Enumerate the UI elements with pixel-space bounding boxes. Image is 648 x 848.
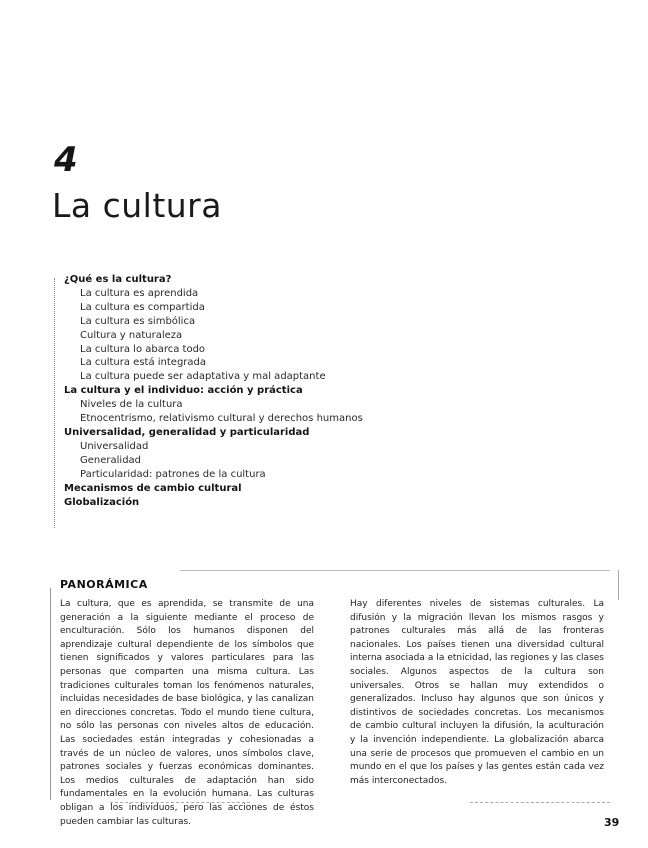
outline-subsection: Cultura y naturaleza <box>80 329 183 341</box>
overview-left-column: La cultura, que es aprendida, se transmite de una generación a la siguiente mediante el proceso de enculturación. Sólo los humanos disponen del aprendizaje cultural dependiente de los símbolos que tienen significados y valores particulares para las personas que comparten una misma cultura. Las tradiciones culturales toman los fenómenos naturales, incluidas necesidades de base biológica, y las canalizan en direcciones concretas. Todo el mundo tiene cultura, no sólo las personas con niveles altos de educación. Las sociedades están integradas y cohesionadas a través de un núcleo de valores, unos símbolos clave, patrones sociales y fuerzas económicas dominantes. Los medios culturales de adaptación han sido fundamentales en la evolución humana. Las culturas obligan a los individuos, pero las acciones de éstos pueden cambiar las culturas. <box>60 599 314 827</box>
outline-subsection: La cultura lo abarca todo <box>80 343 206 355</box>
outline-subsection: Niveles de la cultura <box>80 399 183 411</box>
outline-subsection: Etnocentrismo, relativismo cultural y derechos humanos <box>80 413 363 425</box>
outline-section: Mecanismos de cambio cultural <box>64 482 242 494</box>
toc-divider <box>54 278 55 528</box>
outline-section: ¿Qué es la cultura? <box>64 274 172 285</box>
overview-left-rule <box>50 588 51 800</box>
chapter-outline <box>64 273 394 509</box>
outline-subsection: La cultura es aprendida <box>80 287 199 299</box>
overview-right-rule <box>618 570 619 600</box>
page-number: 39 <box>604 816 620 829</box>
outline-subsection: La cultura está integrada <box>80 357 207 369</box>
chapter-number: 4 <box>54 140 79 180</box>
outline-section: La cultura y el individuo: acción y práctica <box>64 385 303 397</box>
outline-subsection: Generalidad <box>80 454 142 466</box>
chapter-title: La cultura <box>52 186 222 225</box>
outline-subsection: La cultura es compartida <box>80 301 205 313</box>
overview-right-column: Hay diferentes niveles de sistemas culturales. La difusión y la migración llevan los mismos rasgos y patrones culturales más allá de las fronteras nacionales. Los países tienen una diversidad cultural interna asociada a la etnicidad, las regiones y las clases sociales. Algunos aspectos de la cultura son universales. Otros se hallan muy extendidos o generalizados. Incluso hay algunos que son únicos y distintivos de sociedades concretas. Los mecanismos de cambio cultural incluyen la difusión, la aculturación y la invención independiente. La globalización abarca una serie de procesos que promueven el cambio en un mundo en el que los países y las gentes están cada vez más interconectados. <box>350 599 604 786</box>
outline-subsection: La cultura es simbólica <box>80 315 196 327</box>
overview-top-rule <box>180 570 610 571</box>
outline-subsection: La cultura puede ser adaptativa y mal adaptante <box>80 371 326 383</box>
outline-subsection: Universalidad <box>80 440 149 452</box>
overview-bottom-rule <box>470 802 610 803</box>
outline-subsection: Particularidad: patrones de la cultura <box>80 468 266 480</box>
outline-section: Globalización <box>64 496 140 508</box>
outline-section: Universalidad, generalidad y particularidad <box>64 426 310 438</box>
overview-heading: PANORÁMICA <box>60 578 148 591</box>
